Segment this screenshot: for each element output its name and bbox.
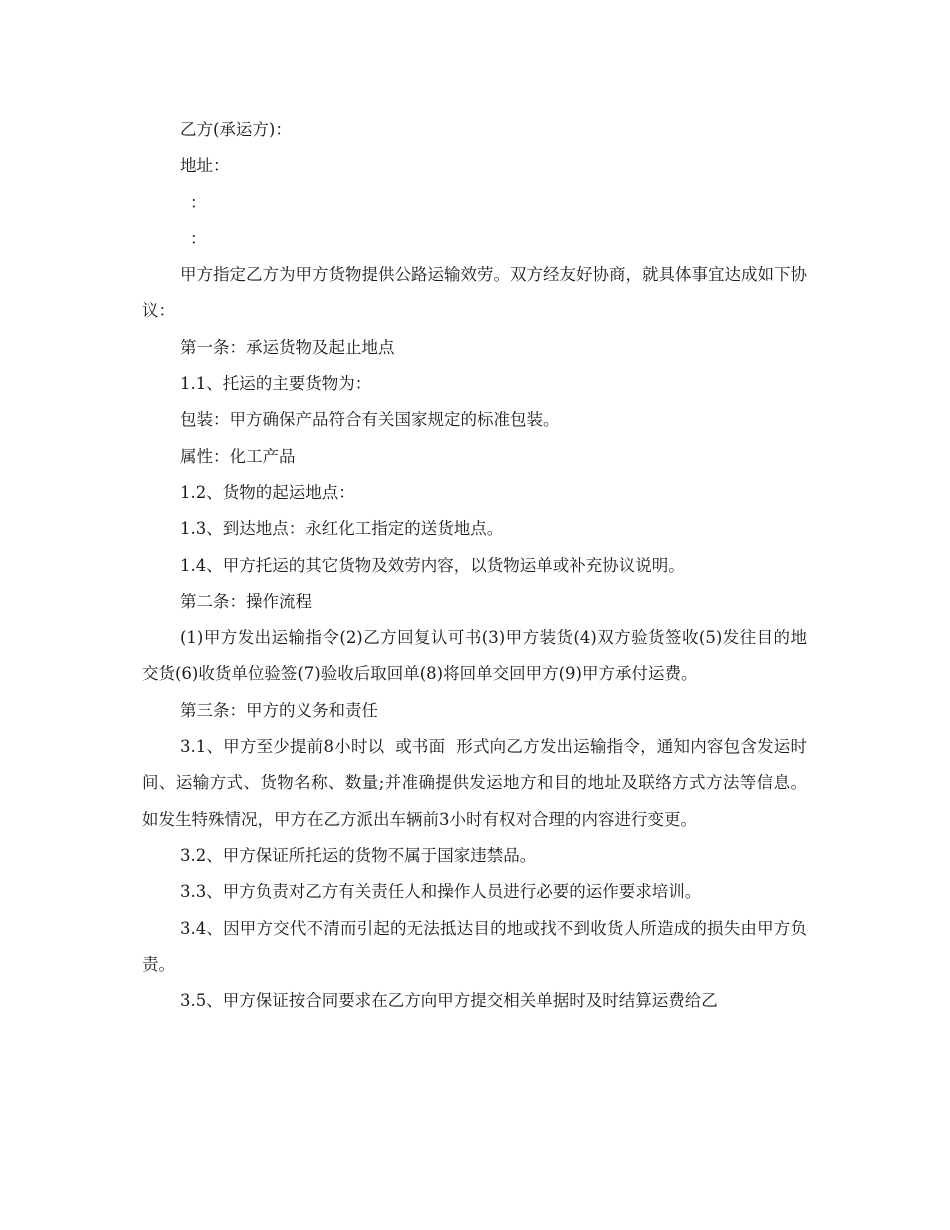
packaging-clause: 包装：甲方确保产品符合有关国家规定的标准包装。 xyxy=(180,410,560,430)
article-3-heading: 第三条：甲方的义务和责任 xyxy=(180,700,378,720)
document-page xyxy=(142,112,807,1019)
blank-field-1: ： xyxy=(190,192,207,212)
clause-3-4: 3.4、因甲方交代不清而引起的无法抵达目的地或找不到收货人所造成的损失由甲方负责。 xyxy=(142,918,807,974)
clause-3-1: 3.1、甲方至少提前8小时以 或书面 形式向乙方发出运输指令，通知内容包含发运时间、运输方式、货物名称、数量;并准确提供发运地方和目的地址及联络方式方法等信息。如发生特殊情况，甲方在乙方派出车辆前3小时有权对合理的内容进行变更。 xyxy=(142,737,807,829)
property-clause: 属性：化工产品 xyxy=(180,446,296,466)
article-1-heading: 第一条：承运货物及起止地点 xyxy=(180,337,395,357)
clause-1-2: 1.2、货物的起运地点： xyxy=(180,482,355,502)
clause-1-4: 1.4、甲方托运的其它货物及效劳内容，以货物运单或补充协议说明。 xyxy=(180,555,685,575)
clause-3-2: 3.2、甲方保证所托运的货物不属于国家违禁品。 xyxy=(180,845,537,865)
intro-paragraph: 甲方指定乙方为甲方货物提供公路运输效劳。双方经友好协商，就具体事宜达成如下协议： xyxy=(142,265,807,321)
address-label: 地址： xyxy=(180,156,230,176)
clause-1-1: 1.1、托运的主要货物为： xyxy=(180,374,372,394)
operation-flow: (1)甲方发出运输指令(2)乙方回复认可书(3)甲方装货(4)双方验货签收(5)发往目的地交货(6)收货单位验签(7)验收后取回单(8)将回单交回甲方(9)甲方承付运费。 xyxy=(142,628,807,684)
article-2-heading: 第二条：操作流程 xyxy=(180,591,312,611)
clause-3-3: 3.3、甲方负责对乙方有关责任人和操作人员进行必要的运作要求培训。 xyxy=(180,882,702,902)
clause-1-3: 1.3、到达地点：永红化工指定的送货地点。 xyxy=(180,519,504,539)
clause-3-5: 3.5、甲方保证按合同要求在乙方向甲方提交相关单据时及时结算运费给乙 xyxy=(180,991,718,1011)
party-b-label: 乙方(承运方)： xyxy=(180,120,292,139)
blank-field-2: ： xyxy=(190,228,207,248)
